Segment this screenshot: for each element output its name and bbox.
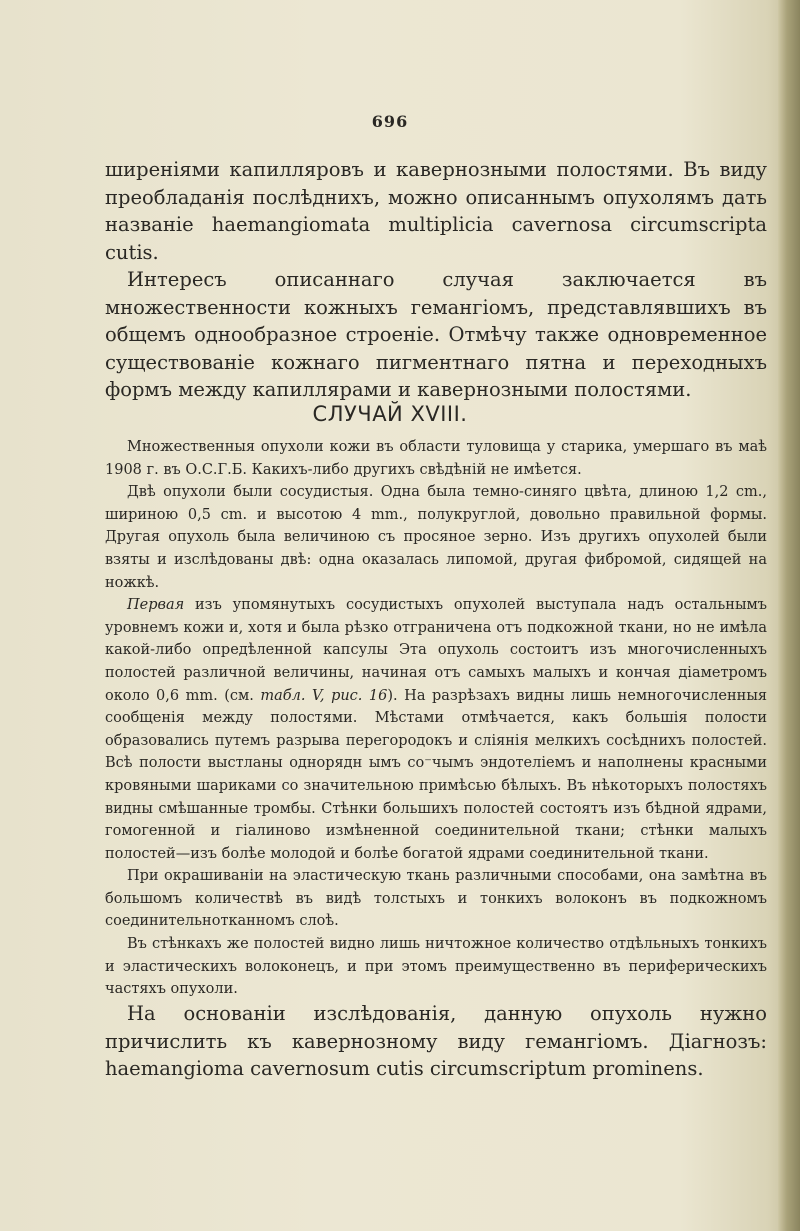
case-paragraph-3-lead: Первая bbox=[127, 597, 185, 614]
case-paragraph-3-part-b: ). На разрѣзахъ видны лишь немногочисленныя сообщенія между полостями. Мѣстами отмѣчается, какъ большія полости образовались путемъ разрыва перегородокъ и сліянія мелкихъ сосѣднихъ полостей. Всѣ полости выстланы однорядн ымъ со⁻чымъ эндотеліемъ и наполнены красными кровяными шариками со значительною примѣсью бѣлыхъ. Въ нѣкоторыхъ полостяхъ видны смѣшанные тромбы. Стѣнки большихъ полостей состоятъ изъ бѣдной ядрами, гомогенной и гіалиново измѣненной соединительной ткани; стѣнки малыхъ полостей—изъ болѣе молодой и болѣе богатой ядрами соединительной ткани. bbox=[105, 687, 768, 862]
conclusion-paragraph: На основаніи изслѣдованія, данную опухоль нужно причислить къ кавернозному виду гемангіомъ. Діагнозъ: haemangioma cavernosum cutis circumscriptum prominens. bbox=[105, 1002, 767, 1080]
case-paragraph-2: Двѣ опухоли были сосудистыя. Одна была темно-синяго цвѣта, длиною 1,2 cm., шириною 0,5 cm. и высотою 4 mm., полукруглой, довольно правильной формы. Другая опухоль была величиною съ просяное зерно. Изъ другихъ опухолей были взяты и изслѣдованы двѣ: одна оказалась липомой, другая фибромой, сидящей на ножкѣ. bbox=[105, 484, 767, 591]
case-text-block bbox=[105, 436, 767, 1001]
figure-reference: табл. V, рис. 16 bbox=[260, 687, 388, 704]
intro-paragraph-1: ширеніями капилляровъ и кавернозными полостями. Въ виду преобладанія послѣднихъ, можно описаннымъ опухолямъ дать названіе haemangiomata multiplicia cavernosa circumscripta cutis. bbox=[105, 158, 767, 264]
case-paragraph-1: Множественныя опухоли кожи въ области туловища у старика, умершаго въ маѣ 1908 г. въ О.С.Г.Б. Какихъ-либо другихъ свѣдѣній не имѣется. bbox=[105, 439, 767, 478]
case-paragraph-3 bbox=[105, 594, 767, 865]
case-paragraph-5: Въ стѣнкахъ же полостей видно лишь ничтожное количество отдѣльныхъ тонкихъ и эластическихъ волоконецъ, и при этомъ преимущественно въ периферическихъ частяхъ опухоли. bbox=[105, 936, 767, 998]
case-heading: СЛУЧАЙ XVIII. bbox=[312, 402, 468, 426]
page-number: 696 bbox=[371, 112, 409, 131]
case-paragraph-4: При окрашиваніи на эластическую ткань различными способами, она замѣтна въ большомъ количествѣ въ видѣ толстыхъ и тонкихъ волоконъ въ подкожномъ соединительнотканномъ слоѣ. bbox=[105, 868, 767, 930]
page-edge-shadow bbox=[778, 0, 800, 1231]
case-paragraph-3-part-a: изъ упомянутыхъ сосудистыхъ опухолей выступала надъ остальнымъ уровнемъ кожи и, хотя и была рѣзко отграничена отъ подкожной ткани, но не имѣла какой-либо опредѣленной капсулы Эта опухоль состоитъ изъ многочисленныхъ полостей различной величины, начиная отъ самыхъ малыхъ и кончая діаметромъ около 0,6 mm. (см. bbox=[105, 597, 767, 704]
intro-text-block bbox=[105, 156, 767, 404]
intro-paragraph-2: Интересъ описаннаго случая заключается въ множественности кожныхъ гемангіомъ, представлявшихъ въ общемъ однообразное строеніе. Отмѣчу также одновременное существованіе кожнаго пигментнаго пятна и переходныхъ формъ между капиллярами и кавернозными полостями. bbox=[105, 268, 767, 401]
conclusion-text-block bbox=[105, 1000, 767, 1083]
